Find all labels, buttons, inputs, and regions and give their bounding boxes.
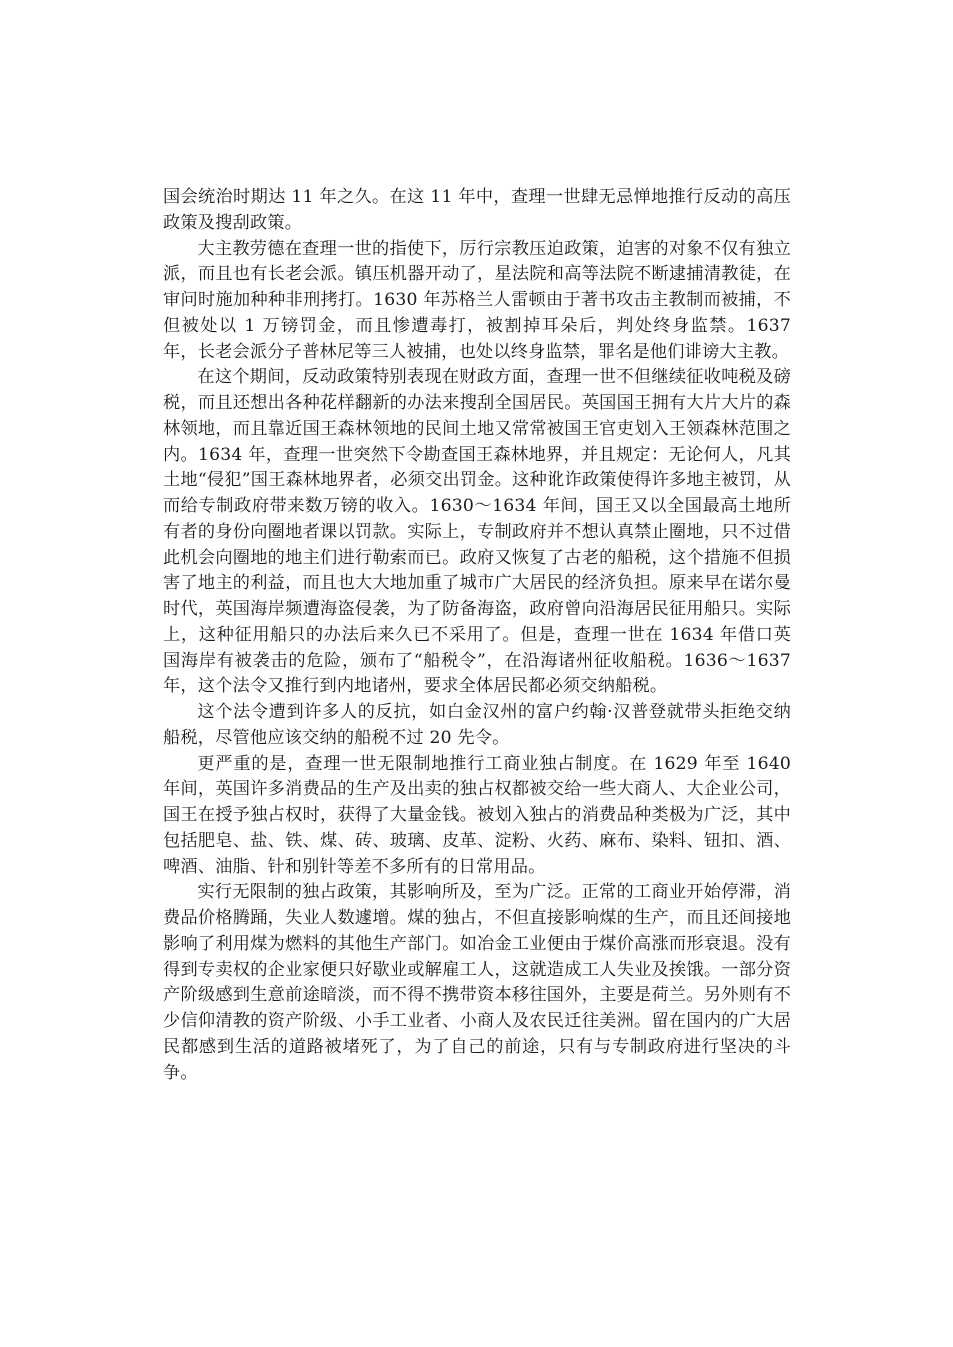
paragraph-6: 实行无限制的独占政策，其影响所及，至为广泛。正常的工商业开始停滞，消费品价格腾踊，失业人数遽增。煤的独占，不但直接影响煤的生产，而且还间接地影响了利用煤为燃料的其他生产部门。如冶金工业便由于煤价高涨而形衰退。没有得到专卖权的企业家便只好歇业或解雇工人，这就造成工人失业及挨饿。一部分资产阶级感到生意前途暗淡，而不得不携带资本移往国外，主要是荷兰。另外则有不少信仰清教的资产阶级、小手工业者、小商人及农民迁往美洲。留在国内的广大居民都感到生活的道路被堵死了，为了自己的前途，只有与专制政府进行坚决的斗争。 [163,882,791,1083]
paragraph-3: 在这个期间，反动政策特别表现在财政方面，查理一世不但继续征收吨税及磅税，而且还想出各种花样翻新的办法来搜刮全国居民。英国国王拥有大片大片的森林领地，而且靠近国王森林领地的民间土地又常常被国王官吏划入王领森林范围之内。1634 年，查理一世突然下令勘查国王森林地界，并且规定：无论何人，凡其土地“侵犯”国王森林地界者，必须交出罚金。这种讹诈政策使得许多地主被罚，从而给专制政府带来数万镑的收入。1630～1634 年间，国王又以全国最高土地所有者的身份向圈地者课以罚款。实际上，专制政府并不想认真禁止圈地，只不过借此机会向圈地的地主们进行勒索而已。政府又恢复了古老的船税，这个措施不但损害了地主的利益，而且也大大地加重了城市广大居民的经济负担。原来早在诺尔曼时代，英国海岸频遭海盗侵袭，为了防备海盗，政府曾向沿海居民征用船只。实际上，这种征用船只的办法后来久已不采用了。但是，查理一世在 1634 年借口英国海岸有被袭击的危险，颁布了“船税令”，在沿海诸州征收船税。1636～1637 年，这个法令又推行到内地诸州，要求全体居民都必须交纳船税。 [163,367,791,697]
paragraph-5: 更严重的是，查理一世无限制地推行工商业独占制度。在 1629 年至 1640 年间，英国许多消费品的生产及出卖的独占权都被交给一些大商人、大企业公司，国王在授予独占权时，获得了大量金钱。被划入独占的消费品种类极为广泛，其中包括肥皂、盐、铁、煤、砖、玻璃、皮革、淀粉、火药、麻布、染料、钮扣、酒、啤酒、油脂、针和别针等差不多所有的日常用品。 [163,753,791,877]
paragraph-4: 这个法令遭到许多人的反抗，如白金汉州的富户约翰·汉普登就带头拒绝交纳船税，尽管他应该交纳的船税不过 20 先令。 [163,702,791,748]
document-body [163,185,791,1086]
paragraph-2: 大主教劳德在查理一世的指使下，厉行宗教压迫政策，迫害的对象不仅有独立派，而且也有长老会派。镇压机器开动了，星法院和高等法院不断逮捕清教徒，在审问时施加种种非刑拷打。1630 年苏格兰人雷顿由于著书攻击主教制而被捕，不但被处以 1 万镑罚金，而且惨遭毒打，被割掉耳朵后，判处终身监禁。1637 年，长老会派分子普林尼等三人被捕，也处以终身监禁，罪名是他们诽谤大主教。 [163,238,791,362]
paragraph-1: 国会统治时期达 11 年之久。在这 11 年中，查理一世肆无忌惮地推行反动的高压政策及搜刮政策。 [163,187,791,233]
